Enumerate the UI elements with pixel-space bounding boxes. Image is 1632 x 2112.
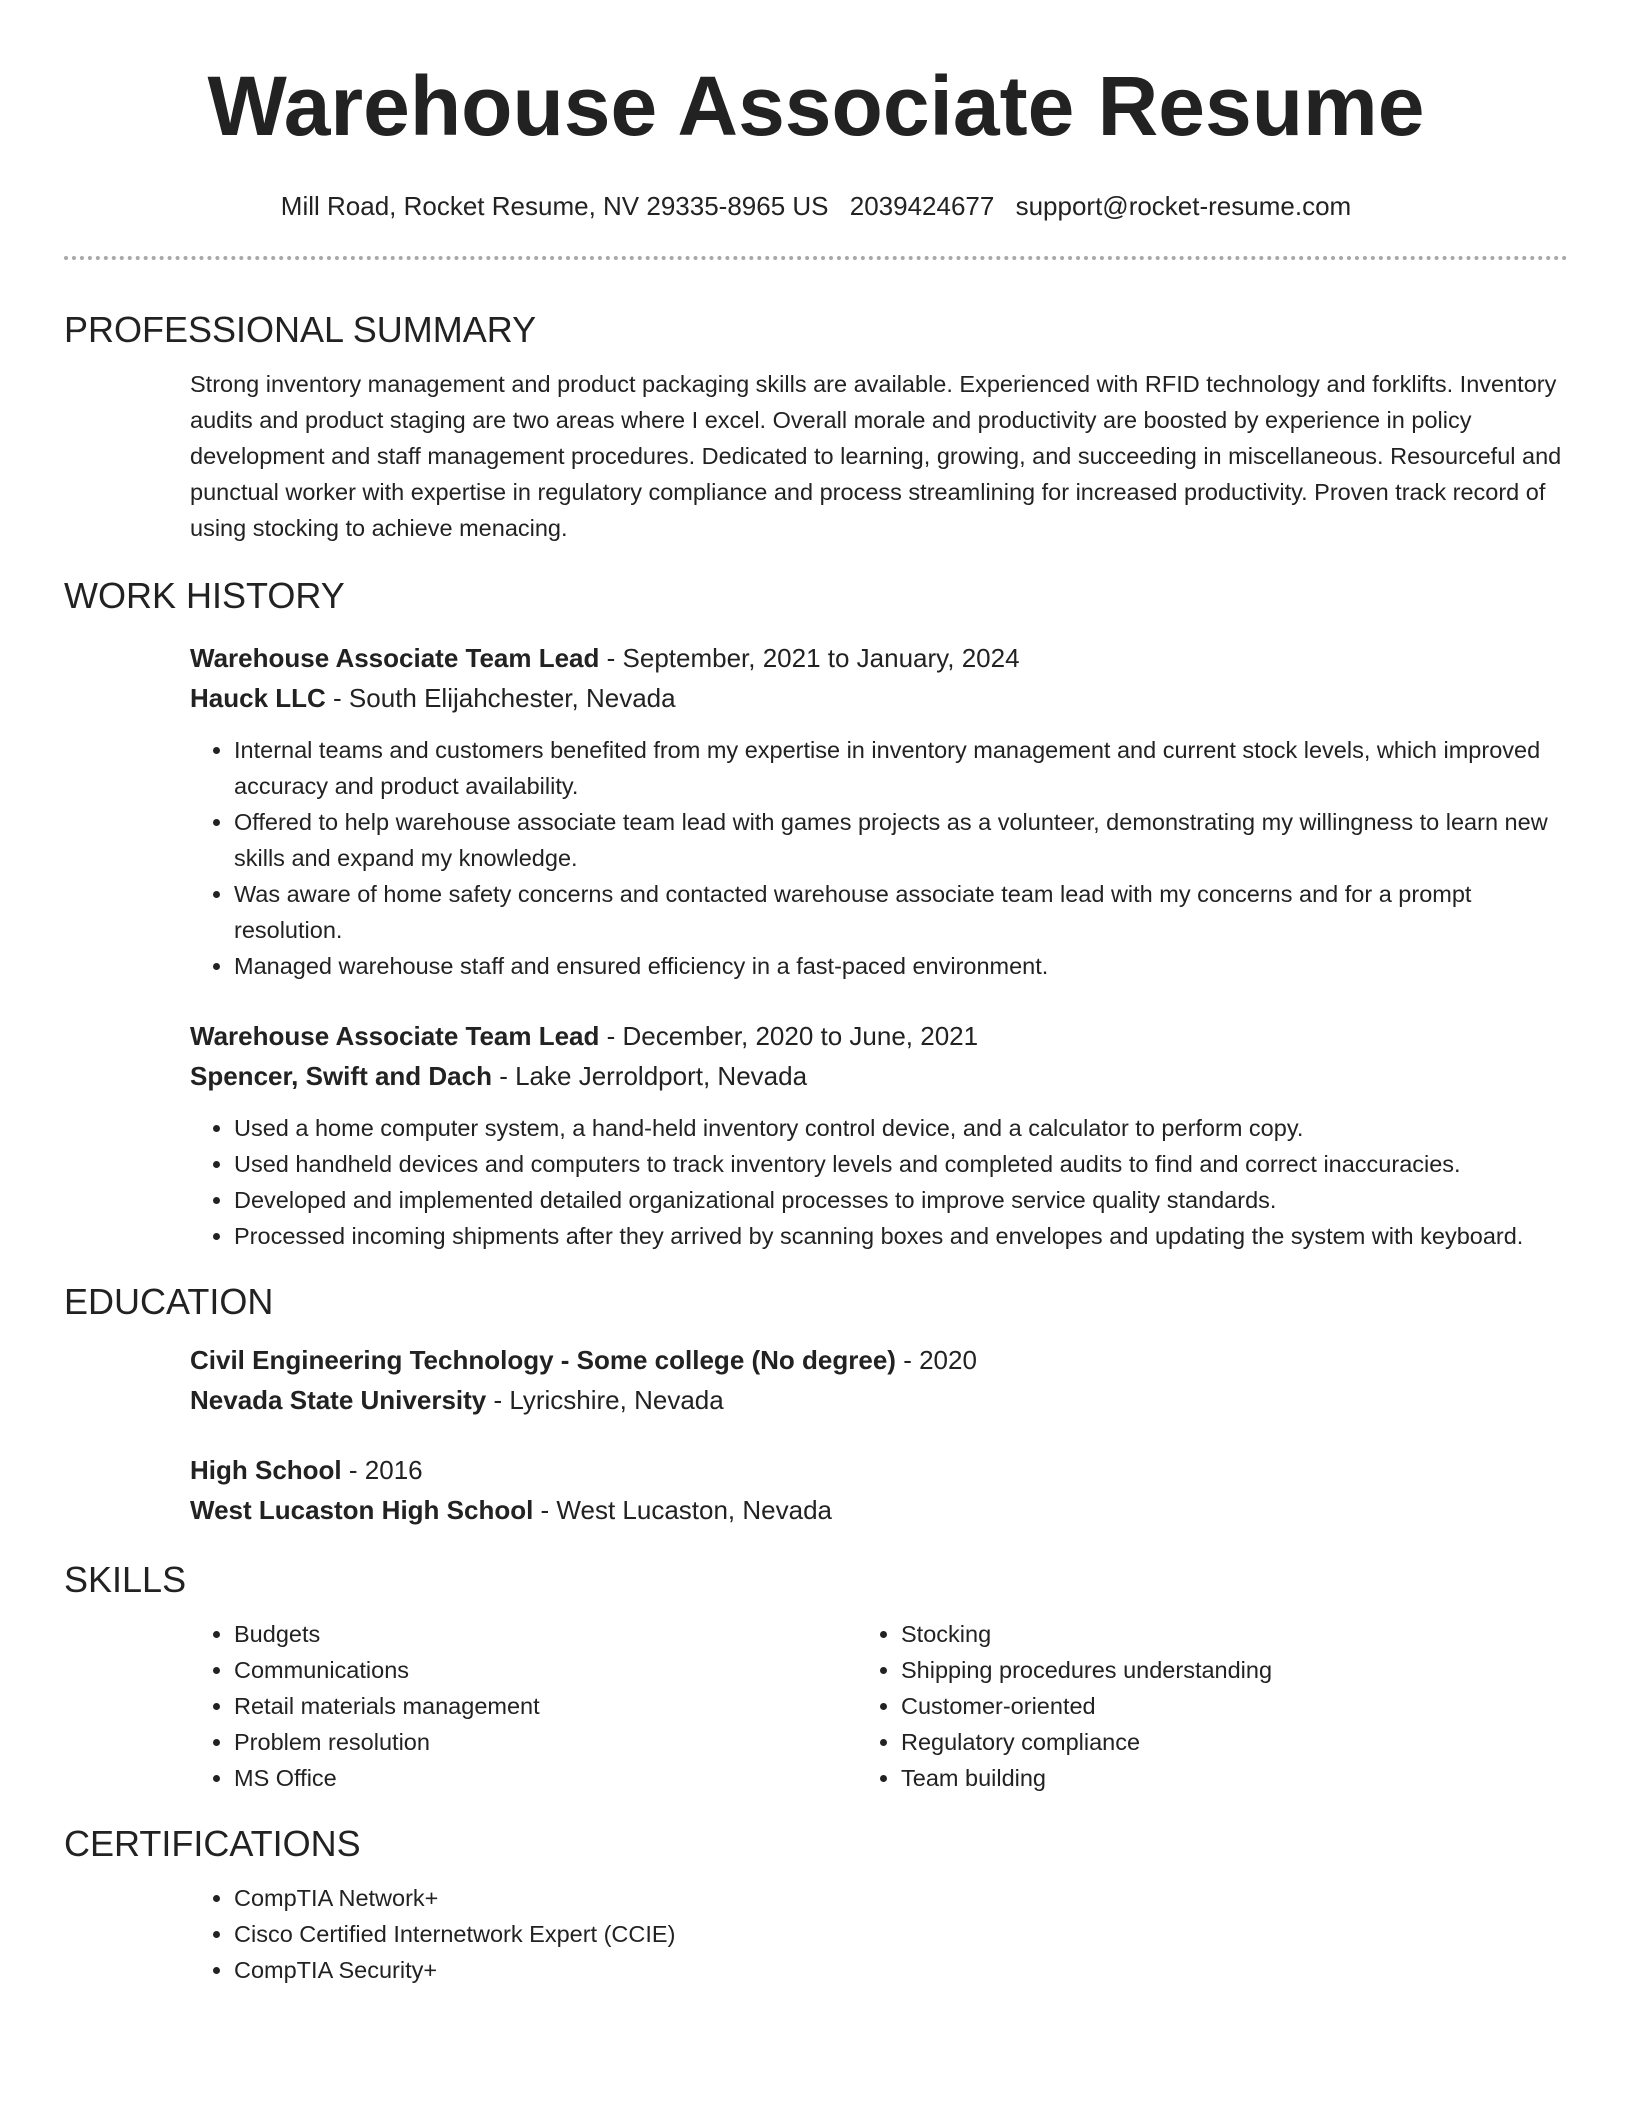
summary-text: Strong inventory management and product packaging skills are available. Experienced with RFID technology and forklifts. Inventory audits and product staging are two areas where I excel. Overall morale and productivity are boosted by experience in policy development and staff management procedures. Dedicated to learning, growing, and succeeding in miscellaneous. Resourceful and punctual worker with expertise in regulatory compliance and process streamlining for increased productivity. Proven track record of using stocking to achieve menacing. [190, 371, 1562, 541]
job-bullet: • Used handheld devices and computers to track inventory levels and completed audits to find and correct inaccuracies. [234, 1146, 1568, 1182]
job-bullet: • Used a home computer system, a hand-held inventory control device, and a calculator to perform copy. [234, 1110, 1568, 1146]
job-bullet: • Internal teams and customers benefited from my expertise in inventory management and current stock levels, which improved accuracy and product availability. [234, 732, 1568, 804]
skill-item: • Communications [234, 1652, 901, 1688]
work-section [64, 638, 1568, 1254]
education-entry [190, 1340, 1568, 1420]
education-degree: Civil Engineering Technology - Some college (No degree) [190, 1345, 896, 1375]
job-title: Warehouse Associate Team Lead [190, 643, 600, 673]
skill-item: • Shipping procedures understanding [901, 1652, 1568, 1688]
skills-list-right [901, 1616, 1568, 1796]
education-year: - 2020 [895, 1345, 977, 1375]
education-location: - West Lucaston, Nevada [533, 1495, 832, 1525]
section-heading-certifications: CERTIFICATIONS [64, 1823, 361, 1864]
education-school: West Lucaston High School [190, 1495, 534, 1525]
section-heading-summary: PROFESSIONAL SUMMARY [64, 309, 537, 350]
job-company-line [190, 678, 1568, 718]
contact-phone: 2039424677 [849, 191, 995, 221]
skills-list-left [190, 1616, 901, 1796]
skill-item: • Regulatory compliance [901, 1724, 1568, 1760]
skill-item: • Stocking [901, 1616, 1568, 1652]
job-bullet: • Managed warehouse staff and ensured efficiency in a fast-paced environment. [234, 948, 1568, 984]
job-bullet: • Processed incoming shipments after they arrived by scanning boxes and envelopes and updating the system with keyboard. [234, 1218, 1568, 1254]
certification-item: • CompTIA Network+ [234, 1880, 1568, 1916]
job-company: Hauck LLC [190, 683, 326, 713]
job-title-line [190, 1016, 1568, 1056]
job-company-line [190, 1056, 1568, 1096]
contact-address: Mill Road, Rocket Resume, NV 29335-8965 US [280, 191, 829, 221]
certifications-section [64, 1880, 1568, 1988]
resume-title: Warehouse Associate Resume [207, 59, 1425, 153]
job-dates: - September, 2021 to January, 2024 [599, 643, 1020, 673]
skill-item: • Budgets [234, 1616, 901, 1652]
section-heading-education: EDUCATION [64, 1281, 274, 1322]
education-entry [190, 1450, 1568, 1530]
certifications-list [190, 1880, 1568, 1988]
skills-columns [190, 1616, 1568, 1796]
education-school-line [190, 1380, 1568, 1420]
education-degree: High School [190, 1455, 342, 1485]
contact-email: support@rocket-resume.com [1015, 191, 1352, 221]
job-entry [190, 1016, 1568, 1254]
job-company: Spencer, Swift and Dach [190, 1061, 492, 1091]
job-title: Warehouse Associate Team Lead [190, 1021, 600, 1051]
job-title-line [190, 638, 1568, 678]
certification-item: • Cisco Certified Internetwork Expert (CCIE) [234, 1916, 1568, 1952]
summary-section [64, 366, 1568, 546]
skill-item: • Retail materials management [234, 1688, 901, 1724]
skill-item: • Problem resolution [234, 1724, 901, 1760]
section-heading-skills: SKILLS [64, 1559, 187, 1600]
education-location: - Lyricshire, Nevada [486, 1385, 724, 1415]
education-section [64, 1340, 1568, 1530]
job-bullet: • Developed and implemented detailed organizational processes to improve service quality standards. [234, 1182, 1568, 1218]
skill-item: • MS Office [234, 1760, 901, 1796]
job-bullet: • Offered to help warehouse associate team lead with games projects as a volunteer, demonstrating my willingness to learn new skills and expand my knowledge. [234, 804, 1568, 876]
job-entry [190, 638, 1568, 984]
education-degree-line [190, 1450, 1568, 1490]
job-bullets [190, 732, 1568, 984]
education-school: Nevada State University [190, 1385, 487, 1415]
job-dates: - December, 2020 to June, 2021 [599, 1021, 979, 1051]
job-location: - Lake Jerroldport, Nevada [491, 1061, 808, 1091]
certification-item: • CompTIA Security+ [234, 1952, 1568, 1988]
skills-section [64, 1616, 1568, 1796]
education-school-line [190, 1490, 1568, 1530]
contact-line [64, 190, 1568, 222]
skill-item: • Customer-oriented [901, 1688, 1568, 1724]
section-heading-work: WORK HISTORY [64, 575, 345, 616]
job-bullets [190, 1110, 1568, 1254]
job-location: - South Elijahchester, Nevada [325, 683, 676, 713]
education-year: - 2016 [341, 1455, 423, 1485]
skill-item: • Team building [901, 1760, 1568, 1796]
education-degree-line [190, 1340, 1568, 1380]
job-bullet: • Was aware of home safety concerns and contacted warehouse associate team lead with my concerns and for a prompt resolution. [234, 876, 1568, 948]
header-divider [64, 256, 1568, 260]
